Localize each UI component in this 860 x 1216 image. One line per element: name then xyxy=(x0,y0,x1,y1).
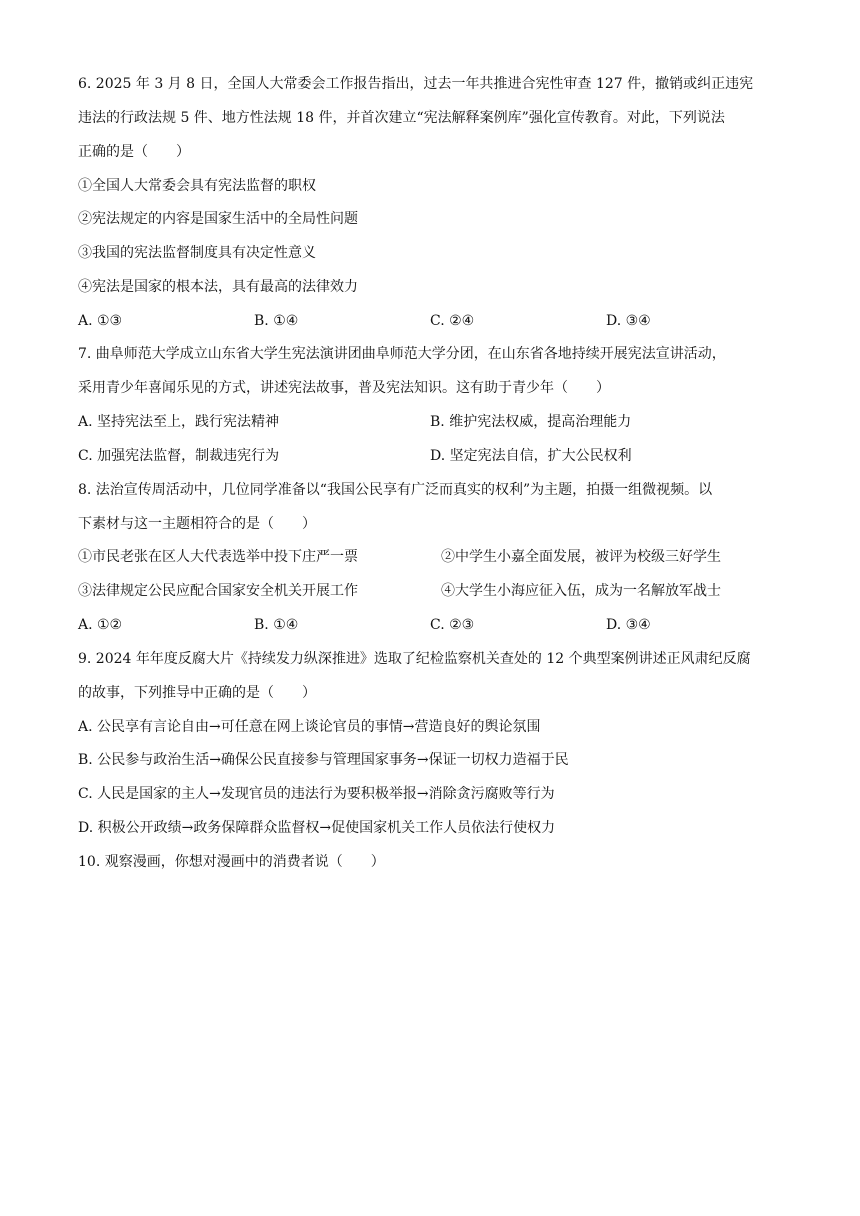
question-7-stem-line-1: 7. 曲阜师范大学成立山东省大学生宪法演讲团曲阜师范大学分团，在山东省各地持续开展宪法宣讲活动， xyxy=(78,346,726,362)
question-9-option-a: A. 公民享有言论自由→可任意在网上谈论官员的事情→营造良好的舆论氛围 xyxy=(78,719,541,735)
question-6-option-a: A. ①③ xyxy=(78,313,123,329)
question-9-stem-line-1: 9. 2024 年年度反腐大片《持续发力纵深推进》选取了纪检监察机关查处的 12 个典型案例讲述正风肃纪反腐 xyxy=(78,651,751,667)
question-6-statement-3: ③我国的宪法监督制度具有决定性意义 xyxy=(78,245,316,261)
question-8-option-b: B. ①④ xyxy=(254,617,299,633)
question-8-statement-3: ③法律规定公民应配合国家安全机关开展工作 xyxy=(78,583,358,599)
question-6-option-d: D. ③④ xyxy=(606,313,651,329)
question-9-option-d: D. 积极公开政绩→政务保障群众监督权→促使国家机关工作人员依法行使权力 xyxy=(78,820,556,836)
question-9-stem-line-2: 的故事，下列推导中正确的是（ ） xyxy=(78,685,316,701)
question-6-option-b: B. ①④ xyxy=(254,313,299,329)
question-8-option-a: A. ①② xyxy=(78,617,123,633)
question-8-option-c: C. ②③ xyxy=(430,617,475,633)
question-6-option-c: C. ②④ xyxy=(430,313,475,329)
question-6-stem-line-2: 违法的行政法规 5 件、地方性法规 18 件，并首次建立“宪法解释案例库”强化宣传教育。对此，下列说法 xyxy=(78,110,725,126)
question-6-statement-2: ②宪法规定的内容是国家生活中的全局性问题 xyxy=(78,211,358,227)
question-7-option-d: D. 坚定宪法自信，扩大公民权利 xyxy=(430,448,632,464)
question-6-stem-line-1: 6. 2025 年 3 月 8 日，全国人大常委会工作报告指出，过去一年共推进合宪性审查 127 件，撤销或纠正违宪 xyxy=(78,76,754,92)
question-7-option-c: C. 加强宪法监督，制裁违宪行为 xyxy=(78,448,280,464)
question-8-stem-line-1: 8. 法治宣传周活动中，几位同学准备以“我国公民享有广泛而真实的权利”为主题，拍摄一组微视频。以 xyxy=(78,482,713,498)
question-8-option-d: D. ③④ xyxy=(606,617,651,633)
question-7-option-a: A. 坚持宪法至上，践行宪法精神 xyxy=(78,414,280,430)
question-7-option-b: B. 维护宪法权威，提高治理能力 xyxy=(430,414,632,430)
question-6-statement-4: ④宪法是国家的根本法，具有最高的法律效力 xyxy=(78,279,358,295)
question-8-statement-2: ②中学生小嘉全面发展，被评为校级三好学生 xyxy=(441,549,721,565)
question-10-stem-line-1: 10. 观察漫画，你想对漫画中的消费者说（ ） xyxy=(78,854,385,870)
question-8-stem-line-2: 下素材与这一主题相符合的是（ ） xyxy=(78,516,316,532)
question-6-statement-1: ①全国人大常委会具有宪法监督的职权 xyxy=(78,178,316,194)
question-7-stem-line-2: 采用青少年喜闻乐见的方式，讲述宪法故事，普及宪法知识。这有助于青少年（ ） xyxy=(78,380,610,396)
question-8-statement-4: ④大学生小海应征入伍，成为一名解放军战士 xyxy=(441,583,721,599)
question-6-stem-line-3: 正确的是（ ） xyxy=(78,144,190,160)
question-9-option-c: C. 人民是国家的主人→发现官员的违法行为要积极举报→消除贪污腐败等行为 xyxy=(78,786,555,802)
question-8-statement-1: ①市民老张在区人大代表选举中投下庄严一票 xyxy=(78,549,358,565)
question-9-option-b: B. 公民参与政治生活→确保公民直接参与管理国家事务→保证一切权力造福于民 xyxy=(78,752,569,768)
